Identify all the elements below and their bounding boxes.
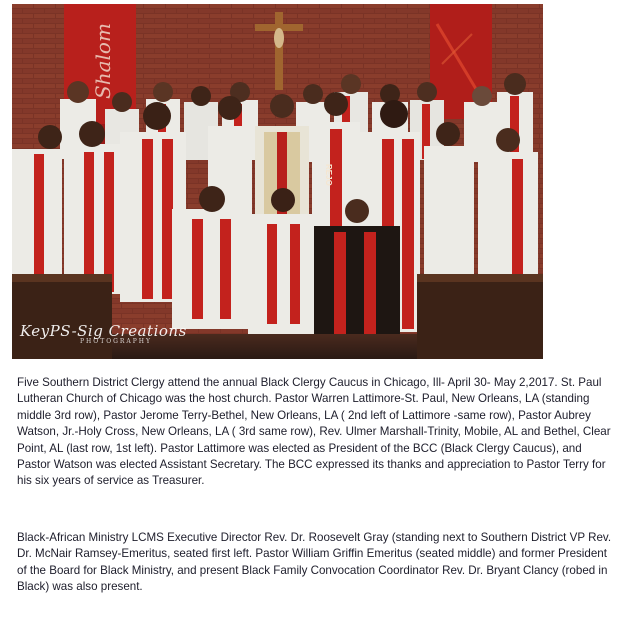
group-photo [12, 4, 543, 359]
group-photo-image [12, 4, 543, 359]
watermark-subtext: PHOTOGRAPHY [80, 338, 152, 345]
seated-clergy [172, 186, 400, 354]
banner-text: Shalom [91, 23, 115, 99]
photographer-watermark [20, 322, 187, 345]
robe-stole-text: REJO [324, 164, 333, 186]
watermark-text: KeyPS-Sig Creations [20, 322, 187, 340]
caption-paragraph-1: Five Southern District Clergy attend the annual Black Clergy Caucus in Chicago, Ill- April 30- May 2,2017. St. Paul Lutheran Church of Chicago was the host church. Pastor Warren Lattimore-St. Paul, New Orleans, LA (standing middle 3rd row), Pastor Jerome Terry-Bethel, New Orleans, LA ( 2nd left of Lattimore -same row), Pastor Aubrey Watson, Jr.-Holy Cross, New Orleans, LA ( 3rd same row), Rev. Ulmer Marshall-Trinity, Mobile, AL and Bethel, Clear Point, AL (last row, 1st left). Pastor Lattimore was elected as President of the BCC (Black Clergy Caucus), and Pastor Watson was elected Assistant Secretary. The BCC expressed its thanks and appreciation to Pastor Terry for his six years of service as Treasurer. [17, 376, 611, 488]
caption-paragraph-2: Black-African Ministry LCMS Executive Director Rev. Dr. Roosevelt Gray (standing next to Southern District VP Rev. Dr. McNair Ramsey-Emeritus, seated first left. Pastor William Griffin Emeritus (seated middle) and former President of the Board for Black Ministry, and present Black Family Convocation Coordinator Rev. Dr. Bryant Clancy (robed in Black) was also present. [17, 531, 612, 594]
